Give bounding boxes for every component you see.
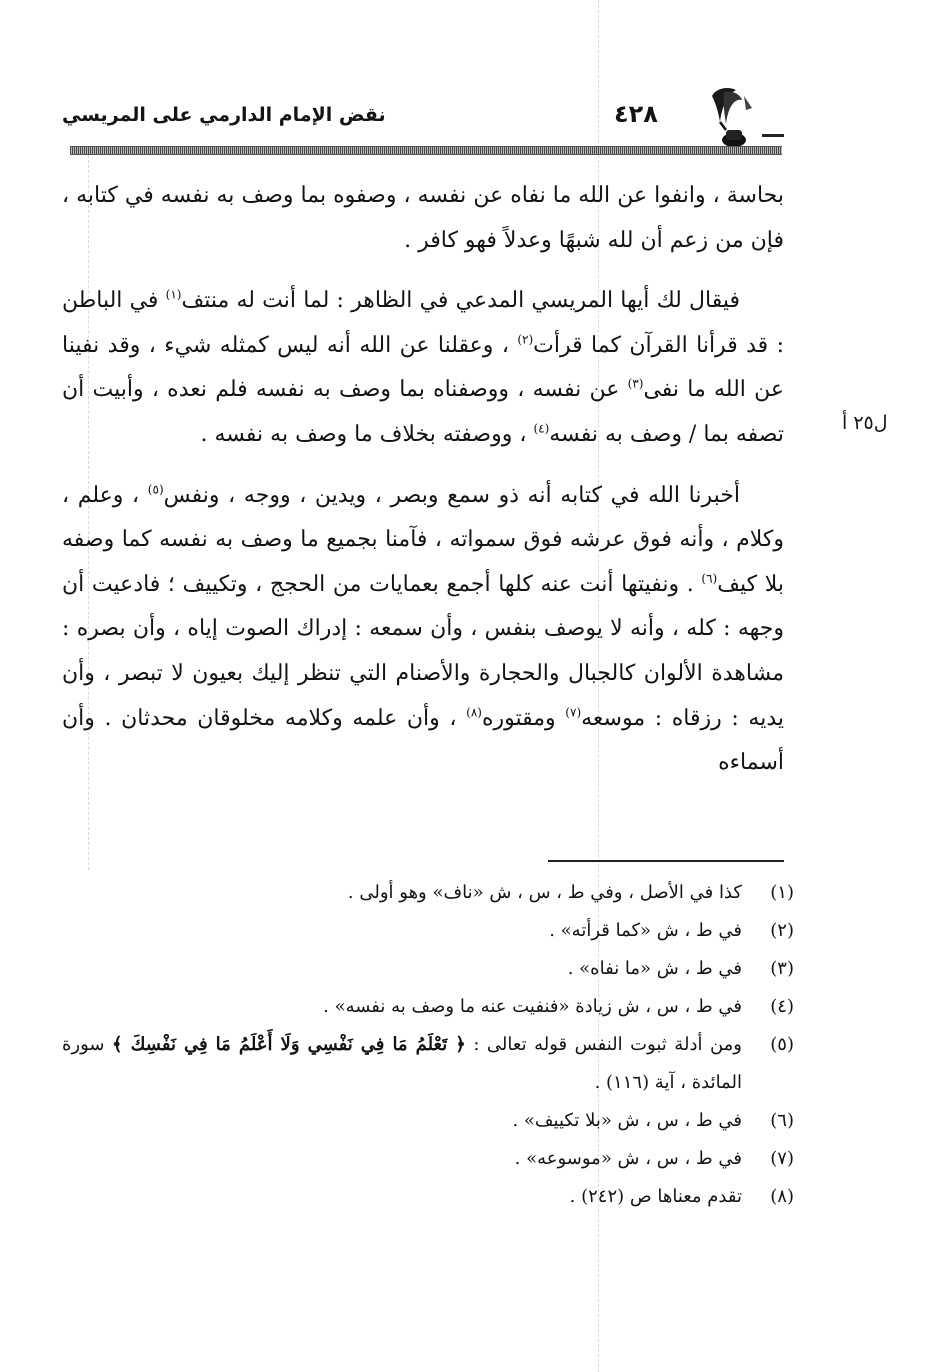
text-run: ومقتوره bbox=[481, 705, 566, 731]
footnote-number: (٢) bbox=[770, 920, 794, 941]
paragraph bbox=[62, 474, 784, 786]
footnote-reference: (٥) bbox=[147, 482, 164, 497]
text-run: . ونفيتها أنت عنه كلها أجمع بعمايات من الحجج ، وتكييف ؛ فادعيت أن وجهه : كله ، وأنه لا يوصف بنفس ، وأن سمعه : إدراك الصوت إياه ، وأن بصره : مشاهدة الألوان كالجبال والحجارة والأصنام التي تنظر إليك بعيون لا تبصر ، وأن يديه : رزقاه : موسعه bbox=[62, 571, 785, 731]
text-run: ، وعقلنا عن الله أنه ليس كمثله شيء ، وقد نفينا عن الله ما نفى bbox=[62, 332, 784, 403]
text-run: في ط ، س ، ش «موسوعه» . bbox=[514, 1148, 742, 1169]
footnote-text bbox=[62, 1102, 742, 1140]
main-text bbox=[62, 174, 784, 802]
footnote-number: (٣) bbox=[770, 958, 794, 979]
text-run: في ط ، ش «كما قرأته» . bbox=[549, 920, 742, 941]
footnote-number: (٧) bbox=[770, 1148, 794, 1169]
header-rule bbox=[70, 146, 782, 155]
quill-inkwell-icon bbox=[706, 86, 756, 150]
footnotes bbox=[62, 874, 794, 1216]
text-run: كذا في الأصل ، وفي ط ، س ، ش «ناف» وهو أولى . bbox=[347, 882, 742, 903]
footnote-text bbox=[62, 988, 742, 1026]
footnote bbox=[62, 912, 794, 950]
footnote bbox=[62, 1102, 794, 1140]
text-run: سورة المائدة ، آية (١١٦) . bbox=[62, 1034, 742, 1093]
text-run: عن نفسه ، ووصفناه بما وصف به نفسه فلم نعده ، وأبيت أن تصفه بما / وصف به نفسه bbox=[62, 377, 784, 447]
text-run: في ط ، س ، ش زيادة «فنفيت عنه ما وصف به نفسه» . bbox=[323, 996, 742, 1017]
footnote-number: (١) bbox=[770, 882, 794, 903]
quran-verse: ﴿ تَعْلَمُ مَا فِي نَفْسِي وَلَا أَعْلَمُ مَا فِي نَفْسِكَ ﴾ bbox=[112, 1034, 466, 1055]
footnote bbox=[62, 874, 794, 912]
footnote-text bbox=[62, 874, 742, 912]
footnote bbox=[62, 1178, 794, 1216]
footnote-number: (٨) bbox=[770, 1186, 794, 1207]
text-run: في ط ، س ، ش «بلا تكييف» . bbox=[512, 1110, 742, 1131]
footnote-number: (٥) bbox=[770, 1034, 794, 1055]
text-run: ، وعلم ، وكلام ، وأنه فوق عرشه فوق سمواته ، فآمنا بجميع ما وصف به نفسه كما وصفه بلا كيف bbox=[62, 482, 784, 597]
footnote-reference: (٦) bbox=[701, 571, 718, 586]
footnote-reference: (٣) bbox=[627, 377, 644, 392]
footnote-separator bbox=[548, 860, 784, 862]
footnote bbox=[62, 1140, 794, 1178]
header-dash bbox=[762, 134, 784, 137]
footnote-text bbox=[62, 950, 742, 988]
text-run: فيقال لك أيها المريسي المدعي في الظاهر : لما أنت له منتف bbox=[181, 288, 740, 314]
paragraph bbox=[62, 279, 784, 457]
footnote-reference: (٢) bbox=[517, 332, 534, 347]
footnote bbox=[62, 988, 794, 1026]
manuscript-folio-note: ل٢٥ أ bbox=[842, 412, 888, 434]
footnote bbox=[62, 950, 794, 988]
footnote-number: (٤) bbox=[770, 996, 794, 1017]
text-run: في ط ، ش «ما نفاه» . bbox=[567, 958, 742, 979]
footnote-text bbox=[62, 1140, 742, 1178]
footnote-reference: (٤) bbox=[533, 421, 550, 436]
paragraph bbox=[62, 174, 784, 263]
text-run: تقدم معناها ص (٢٤٢) . bbox=[569, 1186, 742, 1207]
running-title: نقض الإمام الدارمي على المريسي bbox=[62, 104, 386, 126]
footnote bbox=[62, 1026, 794, 1102]
page-number: ٤٢٨ bbox=[614, 100, 658, 128]
text-run: في الباطن : قد قرأنا القرآن كما قرأت bbox=[62, 288, 785, 358]
text-run: أخبرنا الله في كتابه أنه ذو سمع وبصر ، ويدين ، ووجه ، ونفس bbox=[163, 482, 740, 508]
footnote-text bbox=[62, 912, 742, 950]
text-run: ، ووصفته بخلاف ما وصف به نفسه . bbox=[200, 421, 534, 447]
text-run: ومن أدلة ثبوت النفس قوله تعالى : bbox=[465, 1034, 742, 1055]
footnote-reference: (٧) bbox=[565, 705, 582, 720]
footnote-number: (٦) bbox=[770, 1110, 794, 1131]
text-run: ، وأن علمه وكلامه مخلوقان محدثان . وأن أسماءه bbox=[62, 705, 784, 776]
footnote-text bbox=[62, 1178, 742, 1216]
footnote-text bbox=[62, 1026, 742, 1102]
text-run: بحاسة ، وانفوا عن الله ما نفاه عن نفسه ، وصفوه بما وصف به نفسه في كتابه ، فإن من زعم أن لله شبهًا وعدلاً فهو كافر . bbox=[62, 183, 784, 253]
footnote-reference: (٨) bbox=[466, 705, 482, 720]
page-header bbox=[62, 92, 782, 152]
footnote-reference: (١) bbox=[165, 287, 182, 302]
